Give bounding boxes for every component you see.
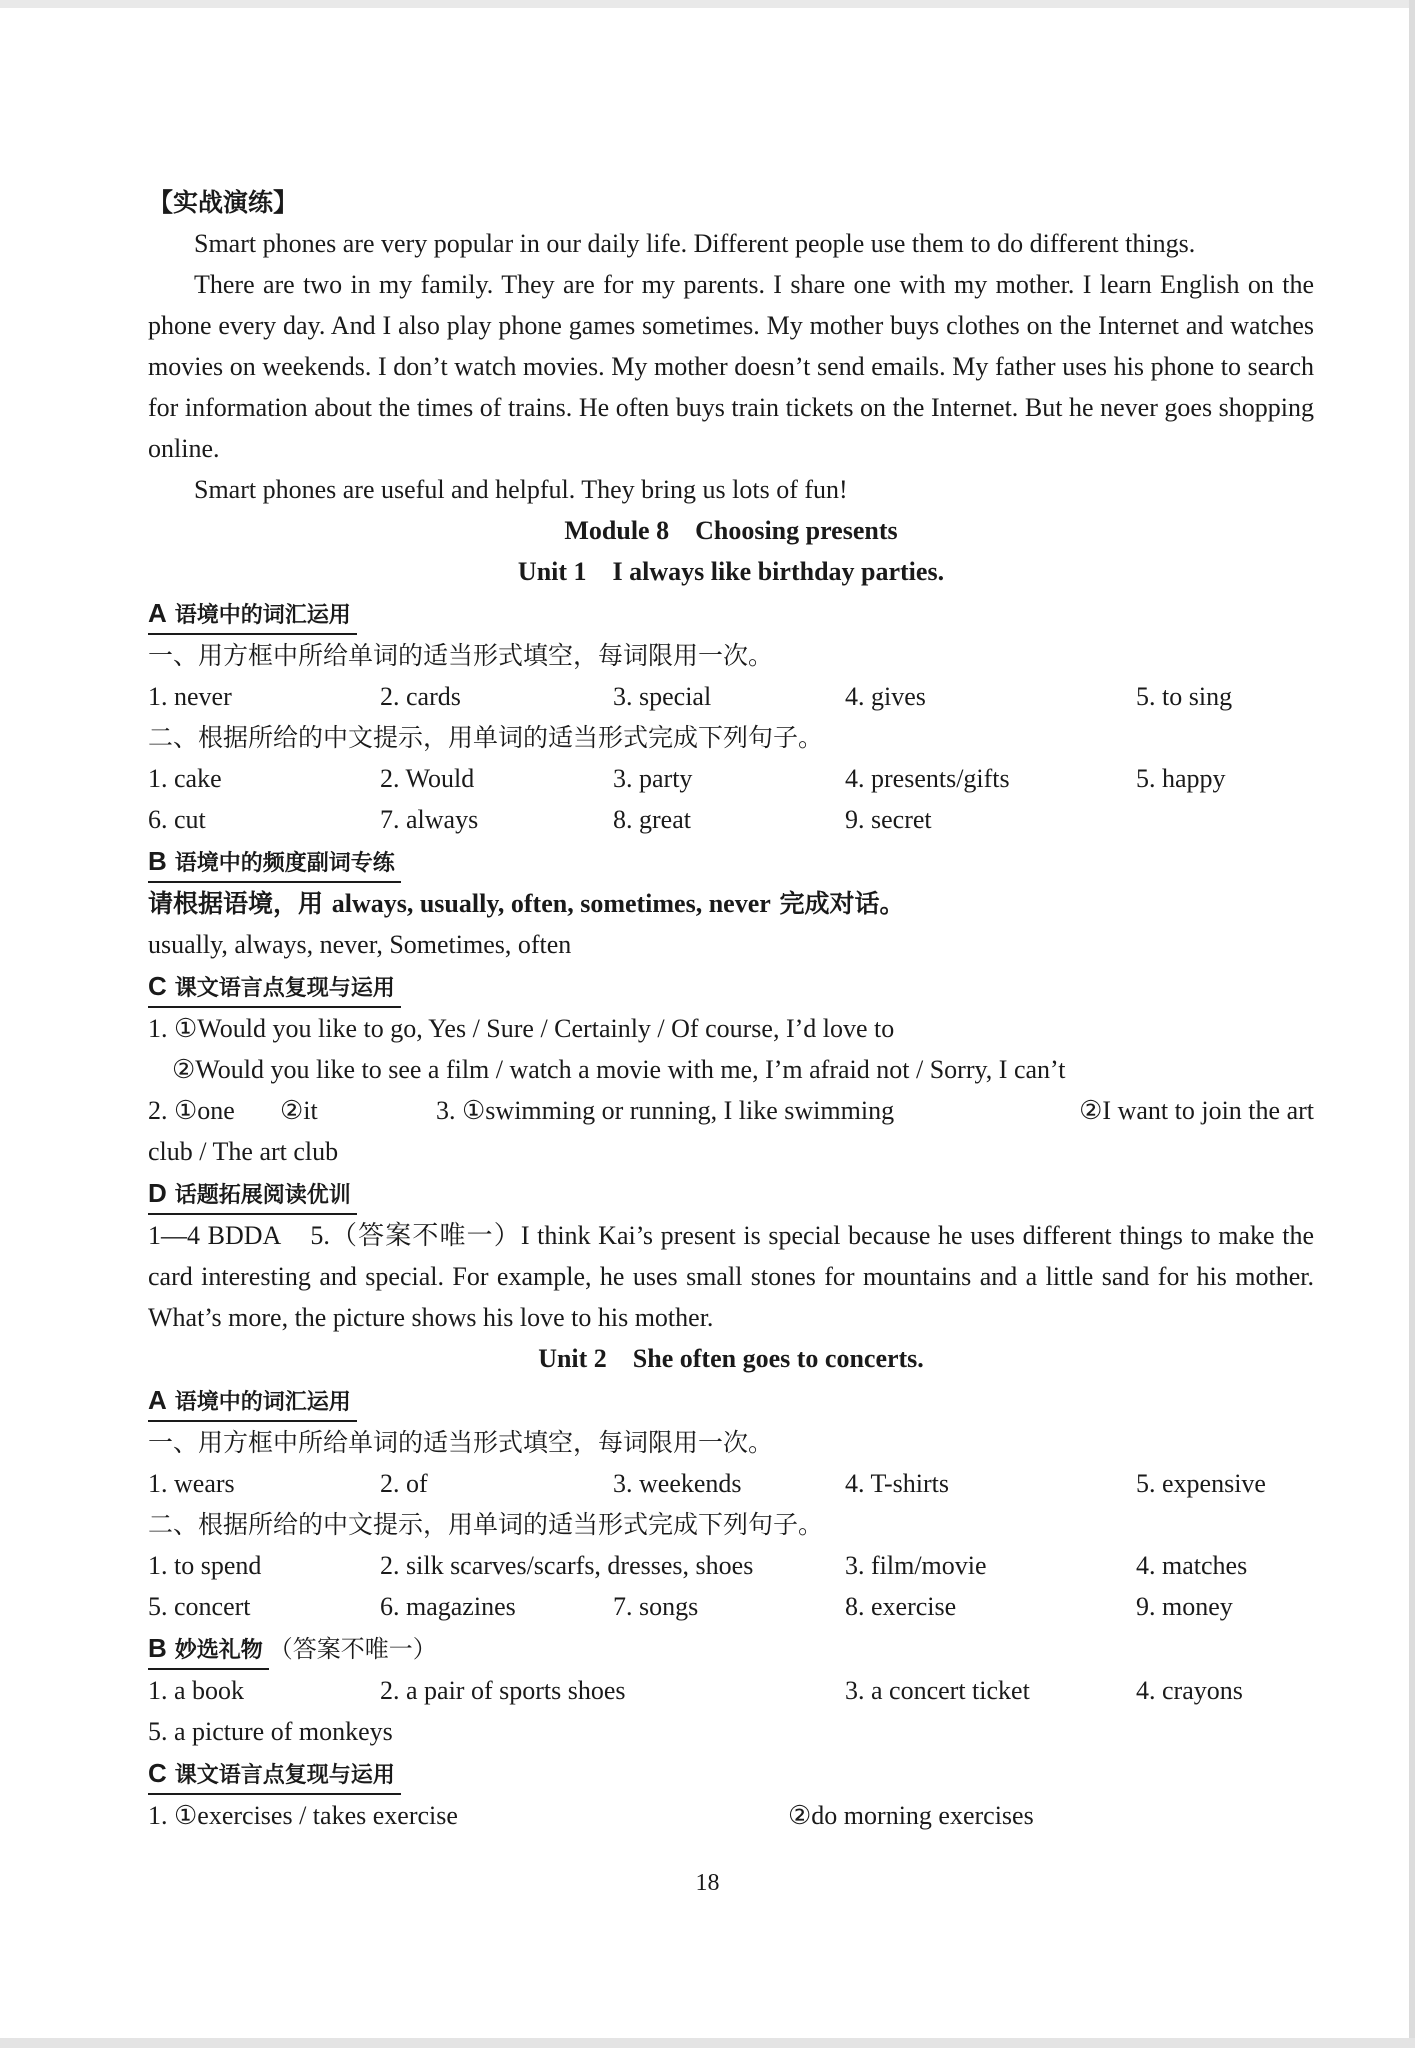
answer-item: 3. party <box>613 764 693 793</box>
module-title: Module 8 Choosing presents <box>564 516 898 545</box>
section-letter: B <box>148 1633 167 1663</box>
unit2-section-a-heading <box>148 1383 357 1422</box>
section-title: 语境中的词汇运用 <box>174 603 351 628</box>
unit2-b-answers-row1 <box>148 1670 1314 1711</box>
unit1-section-d-heading <box>148 1176 357 1215</box>
answer-item: 3. film/movie <box>845 1551 987 1580</box>
scan-border-top <box>0 0 1415 8</box>
unit2-a-answers-2-row2 <box>148 1586 1314 1627</box>
unit1-section-a-heading <box>148 596 357 635</box>
answer-item: 5. happy <box>1136 764 1226 793</box>
answer-item: 5. expensive <box>1136 1469 1266 1498</box>
unit1-d-answer: 1—4 BDDA 5.（答案不唯一）I think Kai’s present is special because he uses different things to make the card interesting and special. For example, he uses small stones for mountains and a little sand for his mother. What’s more, the picture shows his love to his mother. <box>148 1221 1321 1332</box>
unit2-a-answers-2-row1 <box>148 1545 1314 1586</box>
section-letter: D <box>148 1178 167 1208</box>
passage-paragraph-2: There are two in my family. They are for my parents. I share one with my mother. I learn English on the phone every day. And I also play phone games sometimes. My mother buys clothes on the Internet and watches movies on weekends. I don’t watch movies. My mother doesn’t send emails. My father uses his phone to search for information about the times of trains. He often buys train tickets on the Internet. But he never goes shopping online. <box>148 270 1314 463</box>
unit1-section-c-heading <box>148 969 401 1008</box>
answer-item: 4. T-shirts <box>845 1469 950 1498</box>
answer-item: ②I want to join the art <box>1079 1096 1314 1125</box>
unit1-c-line-2: ②Would you like to see a film / watch a movie with me, I’m afraid not / Sorry, I can’t <box>172 1055 1066 1084</box>
answer-item: 1. wears <box>148 1469 235 1498</box>
unit1-a-answers-1 <box>148 676 1314 717</box>
section-title: 语境中的频度副词专练 <box>174 851 395 876</box>
section-letter: A <box>148 1385 167 1415</box>
answer-item: 8. great <box>613 805 691 834</box>
section-title: 课文语言点复现与运用 <box>174 1763 395 1788</box>
instruction-suffix: 完成对话。 <box>770 889 905 918</box>
unit1-section-b-heading <box>148 844 401 883</box>
answer-item: 5. concert <box>148 1592 251 1621</box>
scan-border-right <box>1409 0 1415 2048</box>
unit1-b-instruction <box>148 883 1314 924</box>
unit2-a-instruction-1: 一、用方框中所给单词的适当形式填空，每词限用一次。 <box>148 1428 774 1457</box>
answer-item: 3. a concert ticket <box>845 1676 1030 1705</box>
unit2-title: Unit 2 She often goes to concerts. <box>538 1344 924 1373</box>
answer-item: 1. to spend <box>148 1551 262 1580</box>
section-title: 语境中的词汇运用 <box>174 1390 351 1415</box>
unit1-a-answers-2-row2 <box>148 799 1314 840</box>
answer-item: 7. songs <box>613 1592 699 1621</box>
unit1-c-line-3 <box>148 1090 1314 1131</box>
section-letter: C <box>148 971 167 1001</box>
instruction-words: always, usually, often, sometimes, never <box>331 889 771 918</box>
answer-item: 8. exercise <box>845 1592 957 1621</box>
unit2-section-b-heading <box>148 1631 269 1670</box>
answer-item: 1. never <box>148 682 232 711</box>
answer-item: 3. special <box>613 682 712 711</box>
answer-item: 3. weekends <box>613 1469 742 1498</box>
answer-item: 2. silk scarves/scarfs, dresses, shoes <box>380 1551 754 1580</box>
section-letter: B <box>148 846 167 876</box>
unit1-title: Unit 1 I always like birthday parties. <box>517 557 945 586</box>
answer-item: 3. ①swimming or running, I like swimming <box>436 1096 895 1125</box>
unit1-a-answers-2-row1 <box>148 758 1314 799</box>
unit1-a-instruction-1: 一、用方框中所给单词的适当形式填空，每词限用一次。 <box>148 641 774 670</box>
answer-item: 1. cake <box>148 764 222 793</box>
unit1-c-line-4: club / The art club <box>148 1137 339 1166</box>
section-letter: A <box>148 598 167 628</box>
answer-item: 6. magazines <box>380 1592 516 1621</box>
answer-item: 7. always <box>380 805 479 834</box>
answer-item: 2. ①one <box>148 1096 235 1125</box>
section-note: （答案不唯一） <box>268 1635 437 1663</box>
answer-item: 1. ①exercises / takes exercise <box>148 1801 458 1830</box>
answer-item: 1. a book <box>148 1676 245 1705</box>
passage-paragraph-3: Smart phones are useful and helpful. They bring us lots of fun! <box>194 475 848 504</box>
instruction-prefix: 请根据语境，用 <box>148 889 332 918</box>
answer-item: 2. Would <box>380 764 475 793</box>
section-title: 妙选礼物 <box>174 1638 263 1663</box>
answer-item: 4. gives <box>845 682 926 711</box>
answer-item: ②do morning exercises <box>788 1801 1034 1830</box>
unit2-c-line-1 <box>148 1795 1314 1836</box>
answer-item: ②it <box>280 1096 318 1125</box>
answer-item: 2. cards <box>380 682 461 711</box>
answer-item: 2. of <box>380 1469 428 1498</box>
unit2-b-answers-row2: 5. a picture of monkeys <box>148 1717 393 1746</box>
unit2-section-c-heading <box>148 1756 401 1795</box>
unit2-a-answers-1 <box>148 1463 1314 1504</box>
answer-item: 4. matches <box>1136 1551 1248 1580</box>
unit2-a-instruction-2: 二、根据所给的中文提示，用单词的适当形式完成下列句子。 <box>148 1510 824 1539</box>
answer-page <box>148 182 1321 1836</box>
unit1-b-answer: usually, always, never, Sometimes, often <box>148 930 572 959</box>
scan-border-bottom <box>0 2038 1415 2048</box>
answer-item: 6. cut <box>148 805 206 834</box>
unit1-c-line-1: 1. ①Would you like to go, Yes / Sure / Certainly / Of course, I’d love to <box>148 1014 895 1043</box>
section-title: 课文语言点复现与运用 <box>174 976 395 1001</box>
answer-item: 9. money <box>1136 1592 1233 1621</box>
answer-item <box>1136 799 1314 840</box>
passage-paragraph-1: Smart phones are very popular in our daily life. Different people use them to do different things. <box>194 229 1196 258</box>
answer-item: 5. to sing <box>1136 682 1233 711</box>
section-letter: C <box>148 1758 167 1788</box>
answer-item: 4. presents/gifts <box>845 764 1010 793</box>
answer-item: 2. a pair of sports shoes <box>380 1676 626 1705</box>
page-number: 18 <box>695 1870 720 1896</box>
unit1-a-instruction-2: 二、根据所给的中文提示，用单词的适当形式完成下列句子。 <box>148 723 824 752</box>
section-title: 话题拓展阅读优训 <box>174 1183 351 1208</box>
answer-item: 4. crayons <box>1136 1676 1243 1705</box>
practice-header: 【实战演练】 <box>148 188 299 217</box>
answer-item: 9. secret <box>845 805 932 834</box>
